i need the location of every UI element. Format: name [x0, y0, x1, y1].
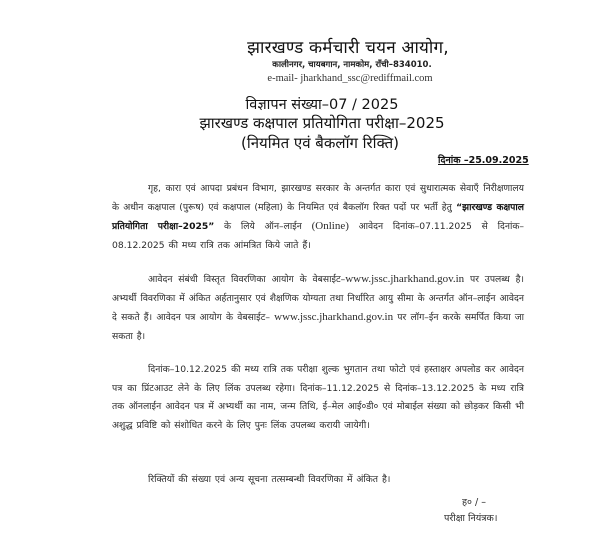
exam-subtitle: (नियमित एवं बैकलॉग रिक्ति)	[240, 134, 400, 152]
organization-address: कालीनगर, चायबगान, नामकोम, राँची–834010.	[272, 60, 432, 70]
paragraph-fee-correction: दिनांक–10.12.2025 की मध्य रात्रि तक परीक्षा शुल्क भुगतान तथा फोटो एवं हस्ताक्षर अपलोड कर आवेदन पत्र का प्रिंटआउट लेने के लिए लिंक उपलब्ध रहेगा। दिनांक–11.12.2025 से दिनांक–13.12.2025 के मध्य रात्रि तक ऑनलाईन आवेदन पत्र में अभ्यर्थी का नाम, जन्म तिथि, ई–मेल आई०डी० एवं मोबाईल संख्या को छोड़कर किसी भी अशुद्ध प्रविष्टि को संशोधित करने के लिए पुनः लिंक उपलब्ध करायी जायेगी।	[112, 364, 524, 432]
advertisement-number: विज्ञापन संख्या–07 / 2025	[245, 97, 399, 113]
online-label: (Online)	[311, 220, 349, 233]
para1-intro: गृह, कारा एवं आपदा प्रबंधन विभाग, झारखण्ड सरकार के अन्तर्गत कारा एवं सुधारात्मक सेवाएँ निरीक्षणालय के अधीन कक्षपाल (पुरूष) एवं कक्षपाल (महिला) के नियमित एवं बैकलॉग रिक्त पदों पर भर्ती हेतु	[112, 183, 524, 213]
paragraph-brochure-info	[112, 270, 524, 347]
para2-mid: पर उपलब्ध है। अभ्यर्थी विवरणिका में अंकित अर्हतानुसार एवं शैक्षणिक योग्यता तथा निर्धारित आयु सीमा के अन्तर्गत ऑन–लाईन आवेदन दे सकते हैं। आवेदन पत्र आयोग के वेबसाईट–	[112, 274, 524, 324]
website-link-2[interactable]: www.jssc.jharkhand.gov.in	[274, 311, 394, 324]
para1-mid: के लिये ऑन–लाईन	[214, 221, 312, 233]
organization-email: e-mail- jharkhand_ssc@rediffmail.com	[267, 73, 433, 84]
notice-date: दिनांक –25.09.2025	[438, 155, 529, 166]
paragraph-vacancy-info: रिक्तियों की संख्या एवं अन्य सूचना तत्सम्बन्धी विवरणिका में अंकित है।	[148, 474, 391, 485]
paragraph-application-dates	[112, 180, 524, 256]
exam-title: झारखण्ड कक्षपाल प्रतियोगिता परीक्षा–2025	[199, 114, 445, 132]
para2-intro: आवेदन संबंधी विस्तृत विवरणिका आयोग के वेबसाईट–	[148, 274, 346, 285]
para2-tail: पर लॉग–ईन करके समर्पित किया जा सकता है।	[112, 312, 524, 343]
website-link-1[interactable]: www.jssc.jharkhand.gov.in	[345, 273, 465, 285]
organization-name: झारखण्ड कर्मचारी चयन आयोग,	[247, 38, 449, 58]
signature-mark: ह० / –	[462, 497, 486, 508]
exam-name-bold: “झारखण्ड कक्षपाल प्रतियोगिता परीक्षा–2025”	[112, 201, 524, 233]
para1-tail: आवेदन दिनांक–07.11.2025 से दिनांक–08.12.2025 की मध्य रात्रि तक आंमत्रित किये जाते हैं।	[112, 221, 524, 252]
signature-designation: परीक्षा नियंत्रक।	[444, 513, 498, 524]
